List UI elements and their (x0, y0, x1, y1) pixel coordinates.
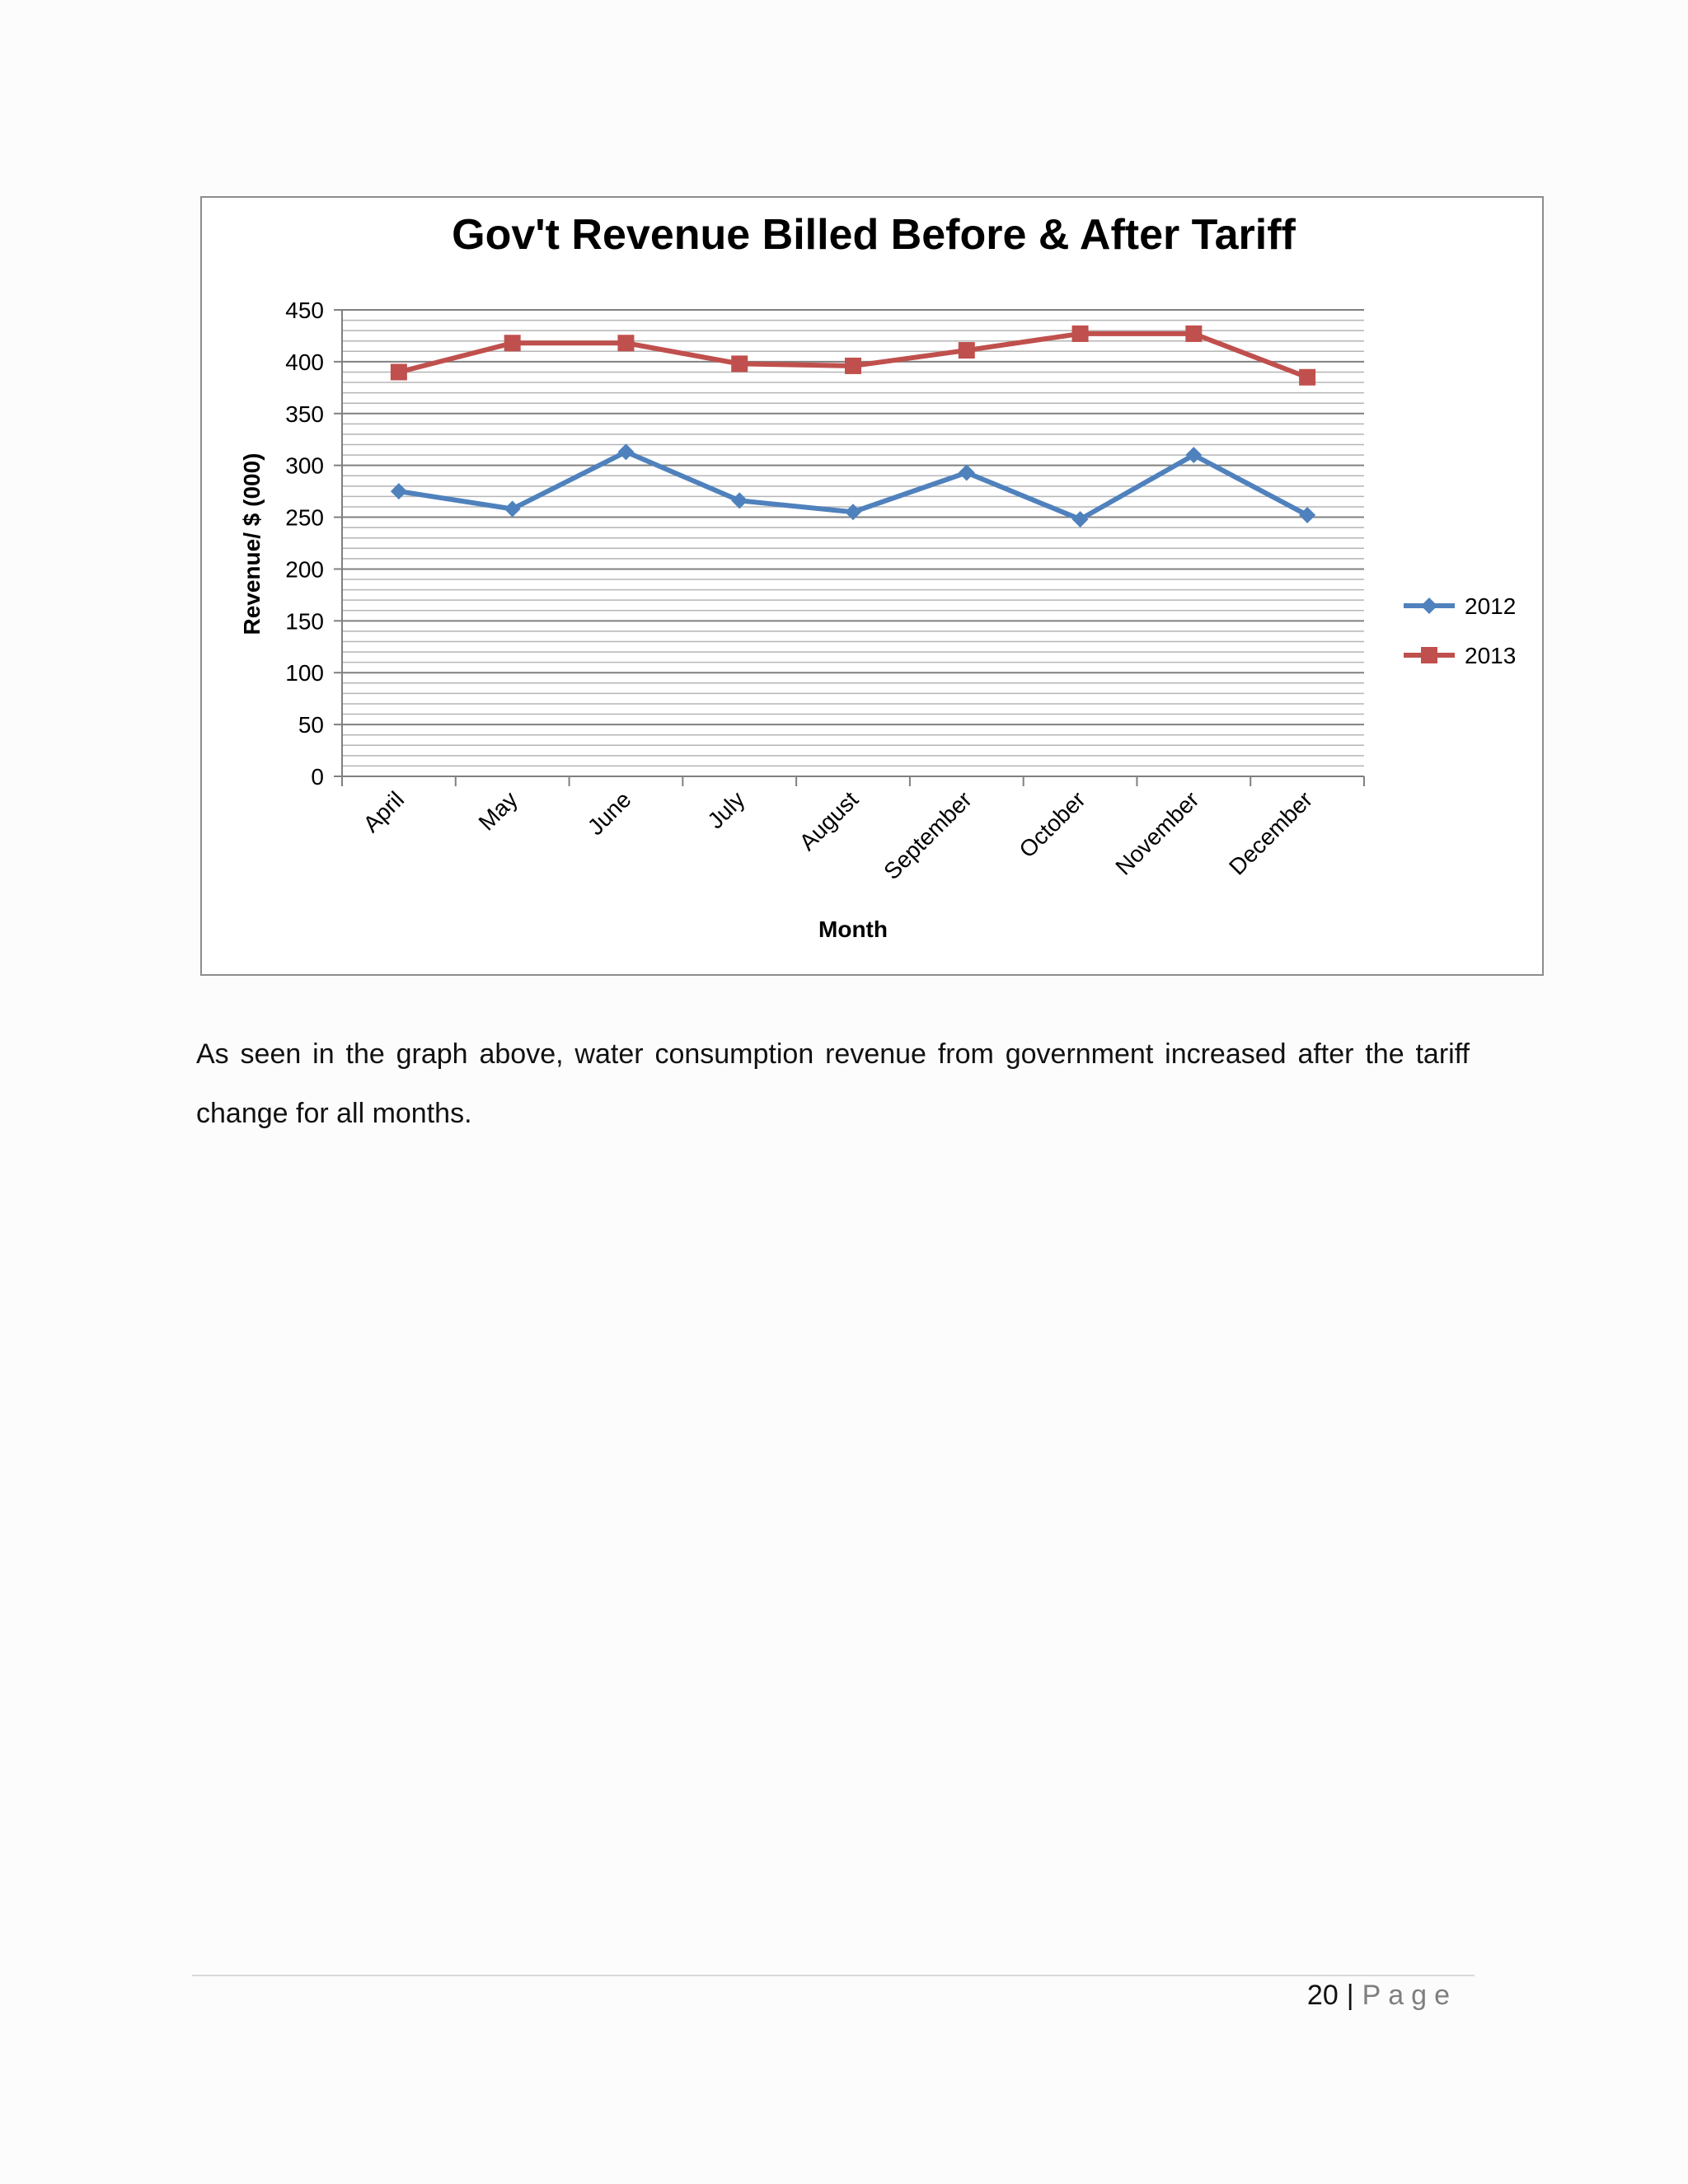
footer-separator: | (1346, 1980, 1354, 2011)
data-point-2013 (504, 335, 521, 351)
data-point-2013 (617, 335, 634, 351)
y-axis-title: Revenue/ $ (000) (239, 452, 265, 635)
data-point-2013 (1299, 369, 1315, 386)
data-point-2013 (959, 342, 975, 359)
footer-divider (192, 1975, 1475, 1976)
y-tick-label: 0 (311, 764, 324, 790)
legend-marker-2012 (1421, 598, 1437, 614)
y-tick-label: 200 (285, 556, 324, 583)
x-tick-label: April (358, 786, 410, 837)
page-number: 20 (1306, 1980, 1339, 2011)
x-tick-label: November (1110, 786, 1204, 880)
y-tick-label: 450 (285, 298, 324, 323)
y-tick-label: 100 (285, 660, 324, 687)
x-tick-label: September (879, 786, 978, 885)
y-tick-label: 400 (285, 349, 324, 375)
chart-frame (200, 196, 1544, 976)
page-footer (1307, 1980, 1457, 2012)
data-point-2013 (1072, 326, 1089, 342)
data-point-2012 (504, 500, 521, 517)
x-tick-label: July (702, 786, 750, 834)
y-tick-label: 300 (285, 452, 324, 479)
x-tick-label: December (1224, 786, 1318, 880)
data-point-2013 (731, 355, 748, 372)
x-axis-title: Month (818, 916, 888, 942)
page-word: Page (1362, 1980, 1457, 2011)
body-paragraph: As seen in the graph above, water consumption revenue from government increased after the tariff change for all months. (196, 1038, 1470, 1129)
y-tick-label: 350 (285, 401, 324, 427)
line-chart (202, 198, 1542, 974)
x-tick-label: October (1014, 786, 1090, 863)
y-tick-label: 150 (285, 608, 324, 635)
y-tick-label: 50 (298, 712, 324, 738)
y-tick-label: 250 (285, 504, 324, 531)
x-tick-label: August (794, 786, 864, 855)
x-tick-label: June (582, 786, 636, 841)
data-point-2012 (617, 443, 634, 460)
data-point-2013 (1185, 326, 1202, 342)
legend-marker-2013 (1421, 647, 1437, 663)
legend-label-2013: 2013 (1465, 643, 1517, 668)
data-point-2013 (845, 358, 861, 374)
data-point-2013 (391, 363, 407, 380)
data-point-2012 (959, 464, 975, 480)
chart-title: Gov't Revenue Billed Before & After Tariff (452, 211, 1296, 259)
x-tick-label: May (473, 786, 523, 836)
legend-label-2012: 2012 (1465, 593, 1517, 619)
